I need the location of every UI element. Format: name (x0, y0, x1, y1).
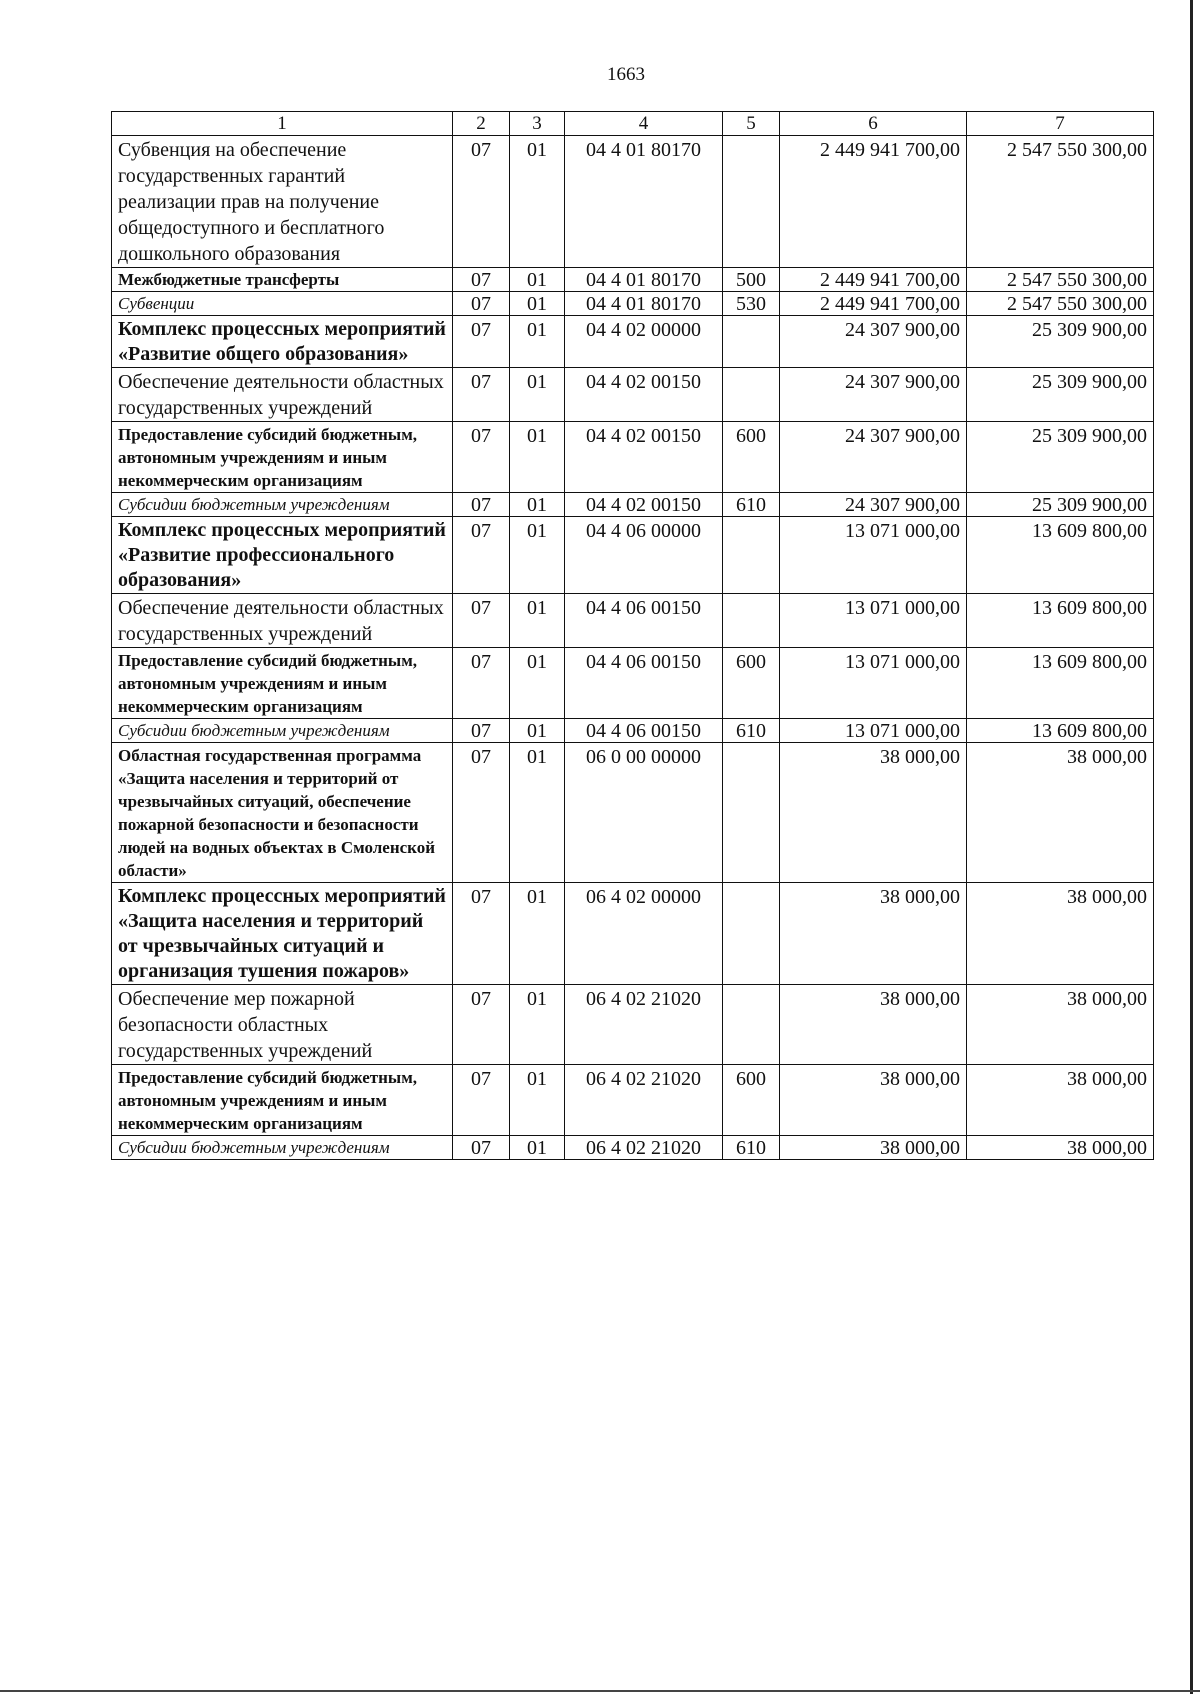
name-cell: Субсидии бюджетным учреждениям (112, 1136, 453, 1160)
table-row (112, 268, 1154, 292)
subsection-cell: 01 (510, 422, 565, 493)
table-row (112, 743, 1154, 883)
section-cell: 07 (453, 1065, 510, 1136)
target-article-cell: 06 4 02 21020 (565, 1136, 723, 1160)
amount-year2-cell: 13 609 800,00 (967, 594, 1154, 648)
subsection-cell: 01 (510, 316, 565, 368)
name-cell: Субсидии бюджетным учреждениям (112, 719, 453, 743)
column-header: 7 (967, 112, 1154, 136)
expense-type-cell: 530 (723, 292, 780, 316)
amount-year1-cell: 24 307 900,00 (780, 422, 967, 493)
table-row (112, 368, 1154, 422)
target-article-cell: 04 4 02 00000 (565, 316, 723, 368)
expense-type-cell (723, 517, 780, 594)
column-header: 4 (565, 112, 723, 136)
page-number: 1663 (607, 64, 645, 85)
amount-year2-cell: 13 609 800,00 (967, 719, 1154, 743)
table-row (112, 594, 1154, 648)
amount-year1-cell: 38 000,00 (780, 985, 967, 1065)
name-cell: Субвенции (112, 292, 453, 316)
section-cell: 07 (453, 493, 510, 517)
amount-year2-cell: 38 000,00 (967, 1136, 1154, 1160)
table-row (112, 1136, 1154, 1160)
target-article-cell: 04 4 02 00150 (565, 368, 723, 422)
scan-page-edge (1190, 0, 1193, 1694)
subsection-cell: 01 (510, 985, 565, 1065)
amount-year2-cell: 2 547 550 300,00 (967, 292, 1154, 316)
target-article-cell: 04 4 01 80170 (565, 268, 723, 292)
expense-type-cell (723, 594, 780, 648)
subsection-cell: 01 (510, 292, 565, 316)
amount-year2-cell: 13 609 800,00 (967, 517, 1154, 594)
amount-year2-cell: 38 000,00 (967, 883, 1154, 985)
amount-year1-cell: 13 071 000,00 (780, 517, 967, 594)
subsection-cell: 01 (510, 719, 565, 743)
target-article-cell: 04 4 06 00150 (565, 594, 723, 648)
name-cell: Обеспечение деятельности областных государственных учреждений (112, 368, 453, 422)
table-row (112, 648, 1154, 719)
target-article-cell: 06 4 02 00000 (565, 883, 723, 985)
table-row (112, 883, 1154, 985)
target-article-cell: 04 4 06 00000 (565, 517, 723, 594)
expense-type-cell (723, 883, 780, 985)
expense-type-cell (723, 985, 780, 1065)
amount-year2-cell: 25 309 900,00 (967, 493, 1154, 517)
section-cell: 07 (453, 368, 510, 422)
amount-year1-cell: 2 449 941 700,00 (780, 136, 967, 268)
name-cell: Субвенция на обеспечение государственных гарантий реализации прав на получение общедоступного и бесплатного дошкольного образования (112, 136, 453, 268)
subsection-cell: 01 (510, 136, 565, 268)
amount-year2-cell: 13 609 800,00 (967, 648, 1154, 719)
subsection-cell: 01 (510, 648, 565, 719)
name-cell: Обеспечение деятельности областных государственных учреждений (112, 594, 453, 648)
section-cell: 07 (453, 517, 510, 594)
column-header: 2 (453, 112, 510, 136)
expense-type-cell (723, 368, 780, 422)
amount-year2-cell: 38 000,00 (967, 743, 1154, 883)
amount-year1-cell: 38 000,00 (780, 1136, 967, 1160)
amount-year2-cell: 25 309 900,00 (967, 422, 1154, 493)
name-cell: Областная государственная программа «Защита населения и территорий от чрезвычайных ситуаций, обеспечение пожарной безопасности и безопасности людей на водных объектах в Смоленской области» (112, 743, 453, 883)
table-header-row (112, 112, 1154, 136)
table-row (112, 136, 1154, 268)
scan-bottom-edge (0, 1690, 1200, 1692)
expense-type-cell: 610 (723, 719, 780, 743)
table-row (112, 1065, 1154, 1136)
subsection-cell: 01 (510, 594, 565, 648)
section-cell: 07 (453, 985, 510, 1065)
subsection-cell: 01 (510, 1136, 565, 1160)
amount-year2-cell: 25 309 900,00 (967, 316, 1154, 368)
amount-year1-cell: 38 000,00 (780, 743, 967, 883)
expense-type-cell: 600 (723, 422, 780, 493)
name-cell: Комплекс процессных мероприятий «Защита населения и территорий от чрезвычайных ситуаций и организация тушения пожаров» (112, 883, 453, 985)
amount-year1-cell: 38 000,00 (780, 1065, 967, 1136)
amount-year1-cell: 13 071 000,00 (780, 648, 967, 719)
target-article-cell: 06 0 00 00000 (565, 743, 723, 883)
name-cell: Субсидии бюджетным учреждениям (112, 493, 453, 517)
name-cell: Межбюджетные трансферты (112, 268, 453, 292)
target-article-cell: 04 4 01 80170 (565, 136, 723, 268)
amount-year1-cell: 2 449 941 700,00 (780, 268, 967, 292)
name-cell: Обеспечение мер пожарной безопасности областных государственных учреждений (112, 985, 453, 1065)
budget-table (111, 111, 1154, 1160)
table-row (112, 316, 1154, 368)
section-cell: 07 (453, 883, 510, 985)
target-article-cell: 04 4 06 00150 (565, 648, 723, 719)
subsection-cell: 01 (510, 268, 565, 292)
table-row (112, 985, 1154, 1065)
name-cell: Предоставление субсидий бюджетным, автономным учреждениям и иным некоммерческим организациям (112, 1065, 453, 1136)
subsection-cell: 01 (510, 493, 565, 517)
amount-year1-cell: 2 449 941 700,00 (780, 292, 967, 316)
amount-year2-cell: 25 309 900,00 (967, 368, 1154, 422)
table-row (112, 493, 1154, 517)
name-cell: Предоставление субсидий бюджетным, автономным учреждениям и иным некоммерческим организациям (112, 648, 453, 719)
amount-year1-cell: 24 307 900,00 (780, 368, 967, 422)
section-cell: 07 (453, 594, 510, 648)
section-cell: 07 (453, 136, 510, 268)
name-cell: Комплекс процессных мероприятий «Развитие общего образования» (112, 316, 453, 368)
subsection-cell: 01 (510, 1065, 565, 1136)
target-article-cell: 06 4 02 21020 (565, 985, 723, 1065)
amount-year1-cell: 38 000,00 (780, 883, 967, 985)
column-header: 3 (510, 112, 565, 136)
target-article-cell: 04 4 02 00150 (565, 493, 723, 517)
subsection-cell: 01 (510, 368, 565, 422)
section-cell: 07 (453, 1136, 510, 1160)
amount-year1-cell: 13 071 000,00 (780, 719, 967, 743)
section-cell: 07 (453, 743, 510, 883)
amount-year1-cell: 24 307 900,00 (780, 316, 967, 368)
section-cell: 07 (453, 648, 510, 719)
target-article-cell: 06 4 02 21020 (565, 1065, 723, 1136)
section-cell: 07 (453, 292, 510, 316)
expense-type-cell: 500 (723, 268, 780, 292)
amount-year1-cell: 13 071 000,00 (780, 594, 967, 648)
expense-type-cell: 610 (723, 493, 780, 517)
subsection-cell: 01 (510, 743, 565, 883)
table-row (112, 422, 1154, 493)
table-body (112, 112, 1154, 1160)
amount-year1-cell: 24 307 900,00 (780, 493, 967, 517)
column-header: 1 (112, 112, 453, 136)
target-article-cell: 04 4 06 00150 (565, 719, 723, 743)
section-cell: 07 (453, 268, 510, 292)
table-row (112, 517, 1154, 594)
subsection-cell: 01 (510, 883, 565, 985)
amount-year2-cell: 2 547 550 300,00 (967, 136, 1154, 268)
section-cell: 07 (453, 719, 510, 743)
target-article-cell: 04 4 01 80170 (565, 292, 723, 316)
amount-year2-cell: 2 547 550 300,00 (967, 268, 1154, 292)
target-article-cell: 04 4 02 00150 (565, 422, 723, 493)
subsection-cell: 01 (510, 517, 565, 594)
column-header: 5 (723, 112, 780, 136)
column-header: 6 (780, 112, 967, 136)
expense-type-cell: 600 (723, 1065, 780, 1136)
table-row (112, 292, 1154, 316)
name-cell: Комплекс процессных мероприятий «Развитие профессионального образования» (112, 517, 453, 594)
expense-type-cell (723, 316, 780, 368)
expense-type-cell: 600 (723, 648, 780, 719)
section-cell: 07 (453, 422, 510, 493)
amount-year2-cell: 38 000,00 (967, 1065, 1154, 1136)
expense-type-cell (723, 743, 780, 883)
section-cell: 07 (453, 316, 510, 368)
name-cell: Предоставление субсидий бюджетным, автономным учреждениям и иным некоммерческим организациям (112, 422, 453, 493)
expense-type-cell: 610 (723, 1136, 780, 1160)
table-row (112, 719, 1154, 743)
amount-year2-cell: 38 000,00 (967, 985, 1154, 1065)
expense-type-cell (723, 136, 780, 268)
